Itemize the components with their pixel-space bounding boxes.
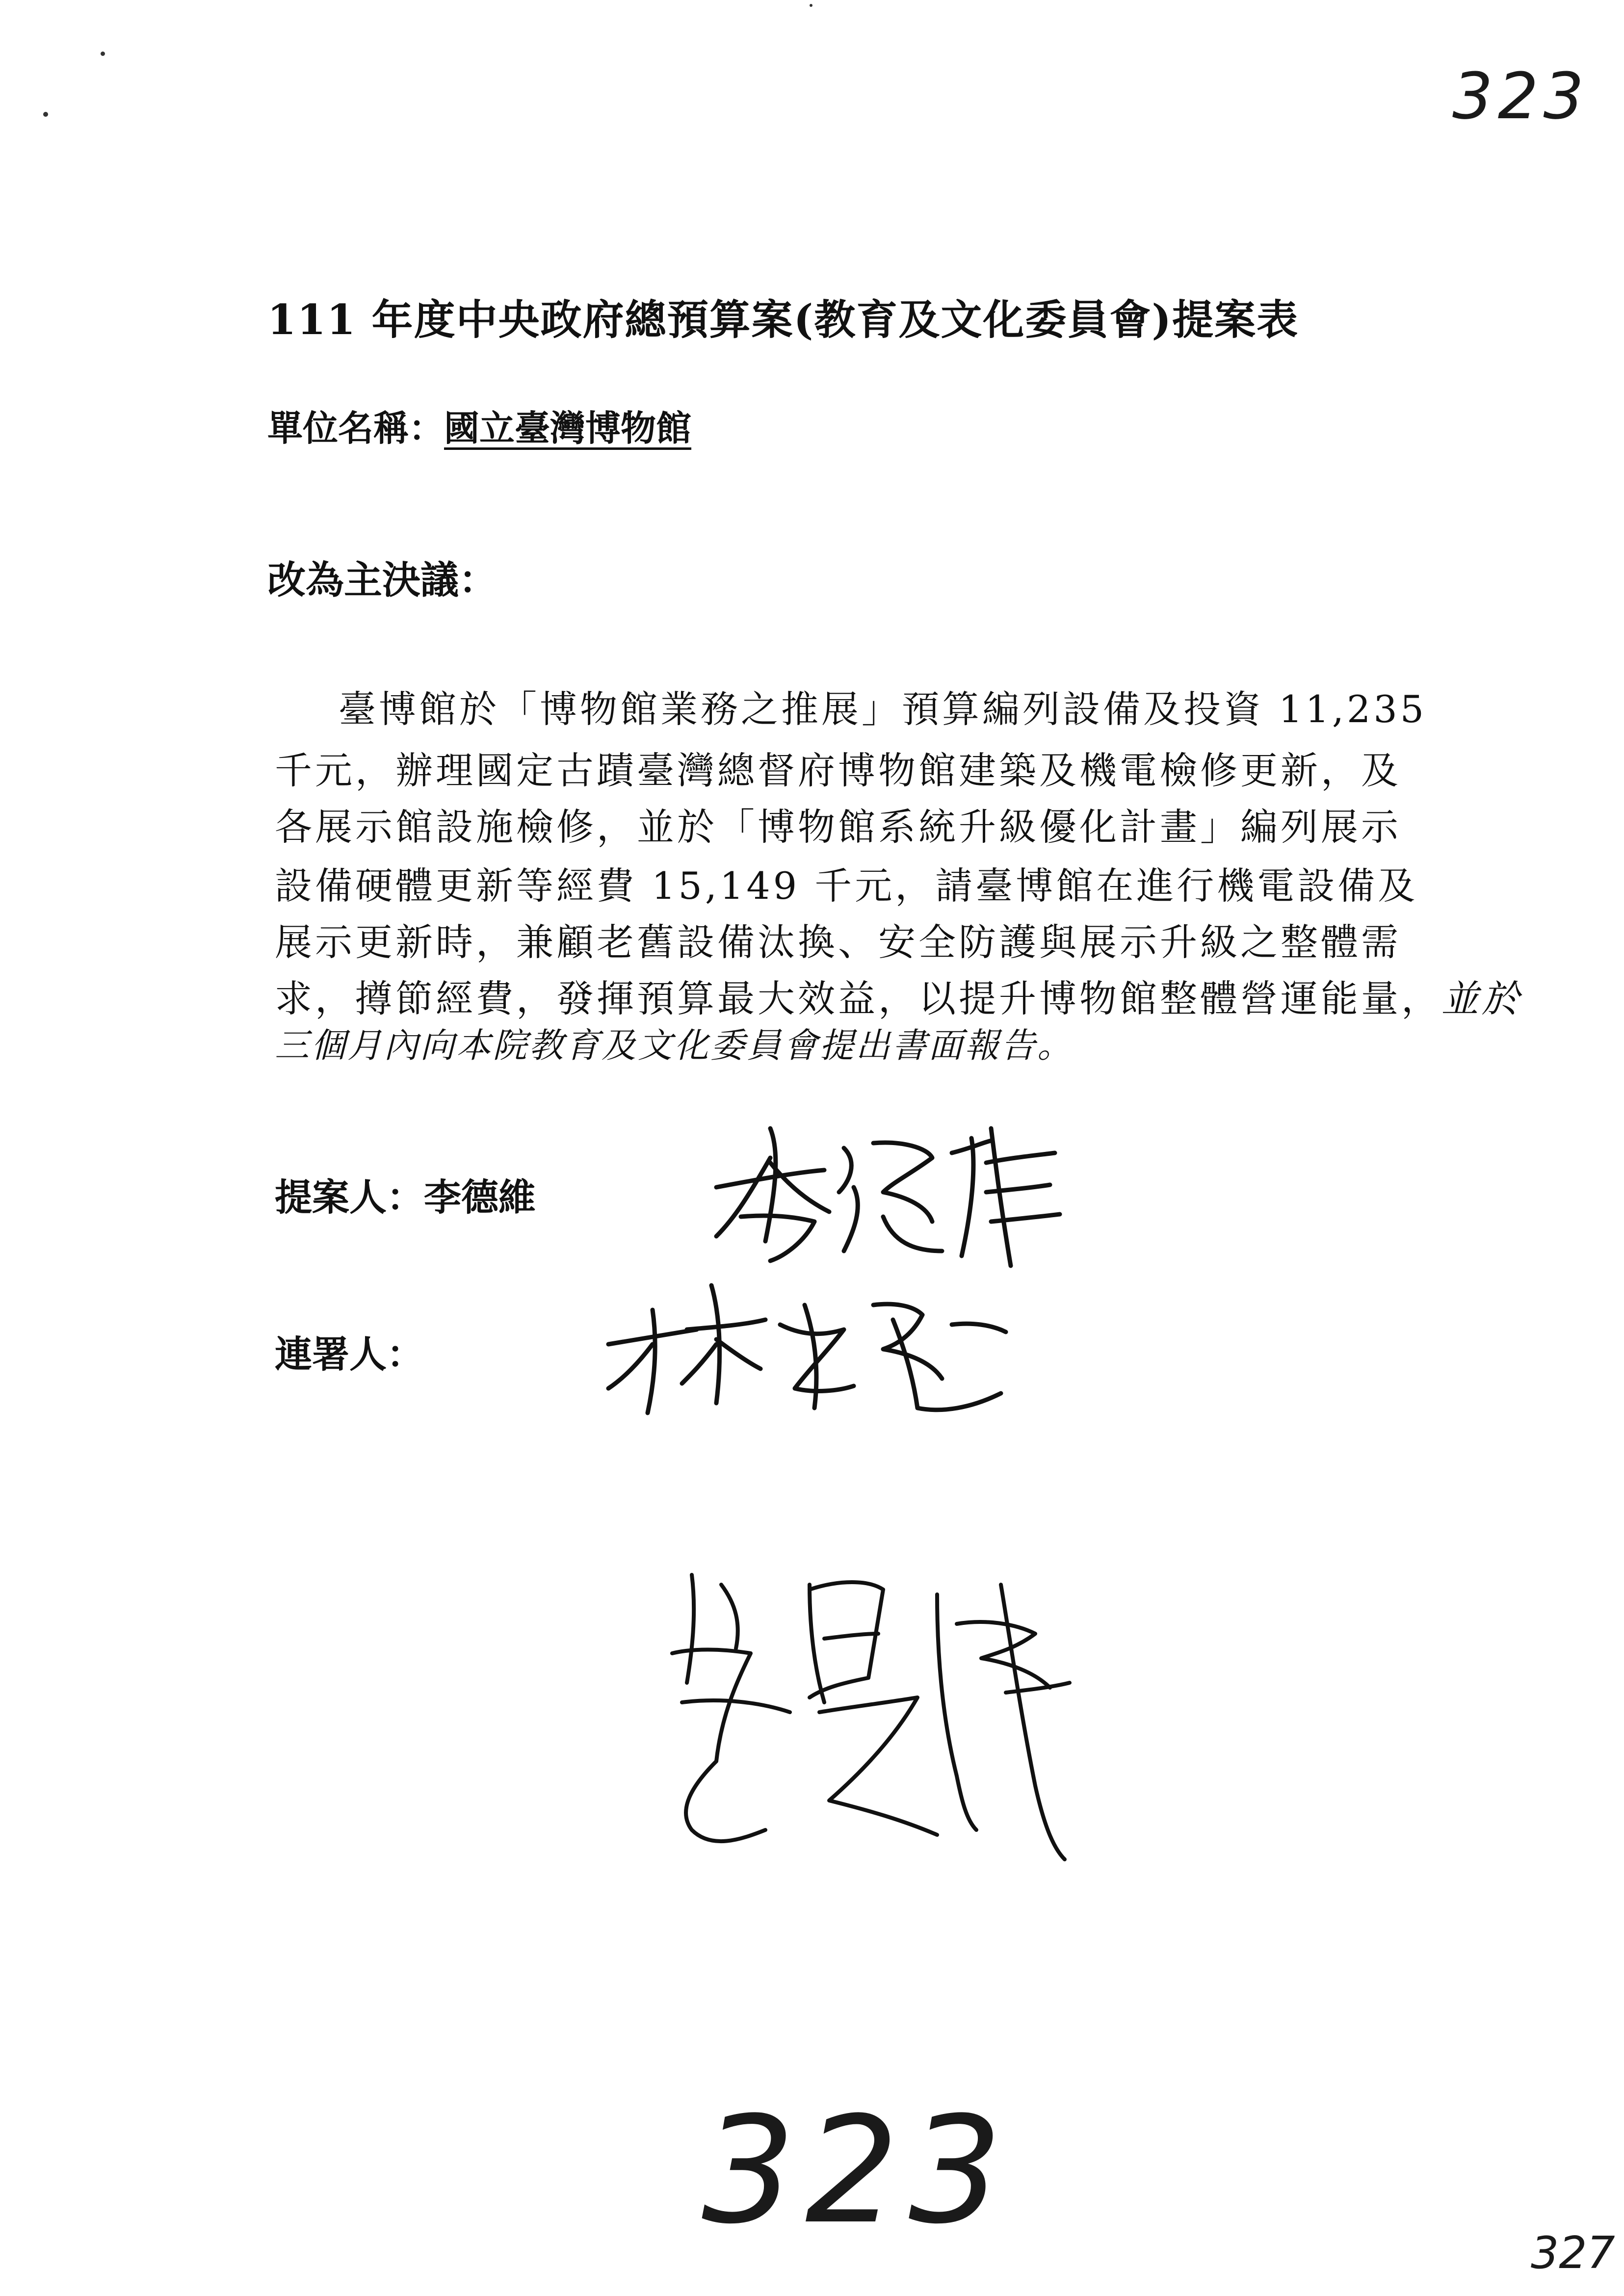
page-number-corner: 327 [1531, 2227, 1615, 2279]
body-line [275, 969, 1522, 1022]
resolution-heading: 改為主決議： [267, 558, 498, 602]
page-number-top: 323 [1452, 59, 1589, 133]
document-title: 111 年度中央政府總預算案(教育及文化委員會)提案表 [267, 295, 1299, 344]
handwritten-addition: 並於 [1441, 977, 1522, 1020]
body-line: 千元，辦理國定古蹟臺灣總督府博物館建築及機電檢修更新，及 [275, 749, 1401, 792]
body-line: 臺博館於「博物館業務之推展」預算編列設備及投資 11,235 [339, 687, 1427, 731]
body-line: 展示更新時，兼顧老舊設備汰換、安全防護與展示升級之整體需 [275, 920, 1401, 964]
body-line-text: 求，撙節經費，發揮預算最大效益，以提升博物館整體營運能量， [275, 977, 1441, 1020]
body-line: 各展示館設施檢修，並於「博物館系統升級優化計畫」編列展示 [275, 805, 1401, 849]
cosigner-label: 連署人： [275, 1332, 424, 1376]
scan-speck [101, 52, 105, 56]
handwritten-addition-line: 三個月內向本院教育及文化委員會提出書面報告。 [275, 1025, 1074, 1066]
unit-label: 單位名稱： [267, 407, 445, 449]
proposer-label: 提案人： [275, 1175, 424, 1219]
unit-line [267, 400, 691, 451]
page-number-bottom: 323 [702, 2085, 1012, 2256]
scan-speck [810, 4, 812, 7]
unit-name: 國立臺灣博物館 [444, 407, 692, 449]
body-line: 設備硬體更新等經費 15,149 千元，請臺博館在進行機電設備及 [275, 864, 1418, 908]
cosigner-signature [662, 1555, 1104, 1869]
proposer-line [275, 1168, 536, 1221]
proposer-name: 李德維 [424, 1175, 536, 1219]
scan-speck [43, 112, 48, 117]
cosigner-signature [599, 1246, 1040, 1433]
